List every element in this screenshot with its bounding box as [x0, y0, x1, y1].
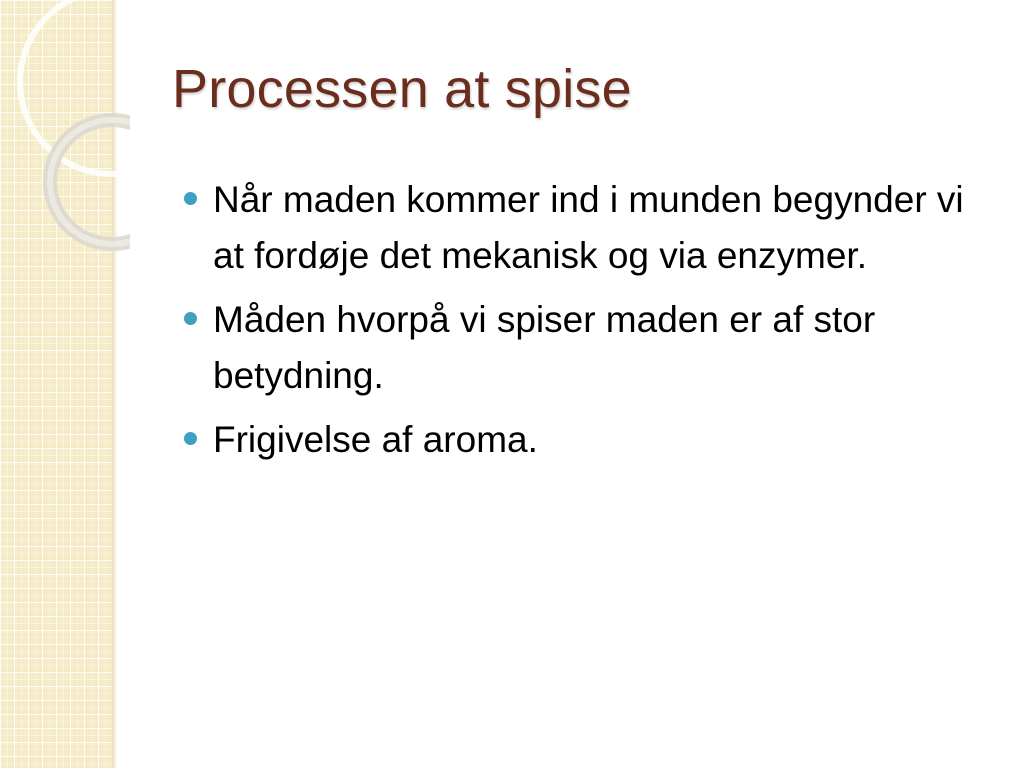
bullet-dot-icon	[184, 312, 197, 325]
decorative-rings	[0, 0, 130, 280]
bullet-text: Frigivelse af aroma.	[213, 419, 538, 460]
slide-title: Processen at spise	[172, 59, 632, 119]
bullet-dot-icon	[184, 192, 197, 205]
bullet-item	[184, 292, 974, 404]
bullet-text: Måden hvorpå vi spiser maden er af stor betydning.	[213, 299, 876, 396]
bullet-list	[184, 172, 974, 476]
bullet-dot-icon	[184, 432, 197, 445]
bullet-item	[184, 172, 974, 284]
bullet-text: Når maden kommer ind i munden begynder vi at fordøje det mekanisk og via enzymer.	[213, 179, 964, 276]
bullet-item	[184, 412, 974, 468]
decorative-ring-lower	[50, 120, 130, 244]
decorative-ring-upper	[20, 0, 130, 174]
